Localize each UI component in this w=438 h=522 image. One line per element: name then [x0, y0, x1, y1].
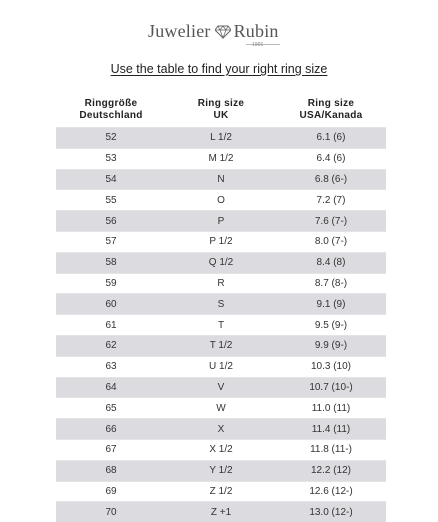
cell-uk: V [166, 377, 276, 398]
cell-de: 63 [56, 356, 166, 377]
cell-uk: P 1/2 [166, 231, 276, 252]
cell-us: 11.8 (11-) [276, 439, 386, 460]
table-row [56, 252, 386, 273]
cell-de: 53 [56, 148, 166, 169]
cell-uk: P [166, 211, 276, 232]
table-row [56, 356, 386, 377]
brand-logo [0, 20, 438, 50]
cell-us: 7.2 (7) [276, 190, 386, 211]
table-row [56, 419, 386, 440]
table-row [56, 481, 386, 502]
cell-uk: W [166, 398, 276, 419]
brand-name-left: Juwelier [148, 21, 211, 42]
cell-uk: L 1/2 [166, 128, 276, 149]
cell-de: 58 [56, 252, 166, 273]
cell-uk: T [166, 315, 276, 336]
cell-uk: M 1/2 [166, 148, 276, 169]
cell-us: 13.0 (12-) [276, 502, 386, 522]
cell-us: 6.1 (6) [276, 128, 386, 149]
cell-uk: Y 1/2 [166, 460, 276, 481]
cell-us: 9.5 (9-) [276, 315, 386, 336]
cell-de: 55 [56, 190, 166, 211]
cell-uk: X [166, 419, 276, 440]
cell-de: 60 [56, 294, 166, 315]
cell-de: 57 [56, 231, 166, 252]
cell-uk: S [166, 294, 276, 315]
table-row [56, 294, 386, 315]
cell-us: 6.8 (6-) [276, 169, 386, 190]
cell-us: 12.2 (12) [276, 460, 386, 481]
header-de: Ringgröße Deutschland [79, 98, 143, 121]
cell-us: 12.6 (12-) [276, 481, 386, 502]
table-row [56, 377, 386, 398]
page-heading: Use the table to find your right ring size [110, 62, 328, 76]
cell-uk: N [166, 169, 276, 190]
cell-de: 54 [56, 169, 166, 190]
cell-uk: Z +1 [166, 502, 276, 522]
cell-de: 65 [56, 398, 166, 419]
cell-de: 59 [56, 273, 166, 294]
cell-de: 67 [56, 439, 166, 460]
cell-uk: T 1/2 [166, 335, 276, 356]
cell-de: 70 [56, 502, 166, 522]
cell-uk: Z 1/2 [166, 481, 276, 502]
table-row [56, 315, 386, 336]
table-row [56, 460, 386, 481]
cell-us: 10.3 (10) [276, 356, 386, 377]
table-row [56, 439, 386, 460]
table-row [56, 502, 386, 522]
diamond-icon [215, 25, 231, 39]
cell-de: 68 [56, 460, 166, 481]
cell-us: 8.4 (8) [276, 252, 386, 273]
cell-de: 52 [56, 128, 166, 149]
brand-name [148, 20, 279, 42]
cell-us: 8.7 (8-) [276, 273, 386, 294]
brand-name-right: Rubin [233, 21, 279, 42]
cell-uk: X 1/2 [166, 439, 276, 460]
table-row [56, 169, 386, 190]
cell-de: 61 [56, 315, 166, 336]
cell-us: 9.1 (9) [276, 294, 386, 315]
cell-de: 62 [56, 335, 166, 356]
table-row [56, 190, 386, 211]
brand-year: 1965 [252, 42, 264, 48]
cell-us: 9.9 (9-) [276, 335, 386, 356]
cell-us: 11.4 (11) [276, 419, 386, 440]
cell-us: 11.0 (11) [276, 398, 386, 419]
ring-size-table [56, 93, 386, 522]
table-header-row [56, 93, 386, 128]
header-us: Ring size USA/Kanada [299, 98, 363, 121]
cell-de: 56 [56, 211, 166, 232]
table-row [56, 211, 386, 232]
cell-uk: Q 1/2 [166, 252, 276, 273]
table-row [56, 148, 386, 169]
cell-uk: U 1/2 [166, 356, 276, 377]
table-row [56, 128, 386, 149]
cell-uk: R [166, 273, 276, 294]
cell-de: 69 [56, 481, 166, 502]
table-row [56, 398, 386, 419]
table-row [56, 231, 386, 252]
cell-us: 6.4 (6) [276, 148, 386, 169]
cell-us: 10.7 (10-) [276, 377, 386, 398]
cell-us: 8.0 (7-) [276, 231, 386, 252]
cell-uk: O [166, 190, 276, 211]
header-uk: Ring size UK [197, 98, 245, 121]
cell-us: 7.6 (7-) [276, 211, 386, 232]
table-row [56, 273, 386, 294]
cell-de: 66 [56, 419, 166, 440]
table-row [56, 335, 386, 356]
cell-de: 64 [56, 377, 166, 398]
